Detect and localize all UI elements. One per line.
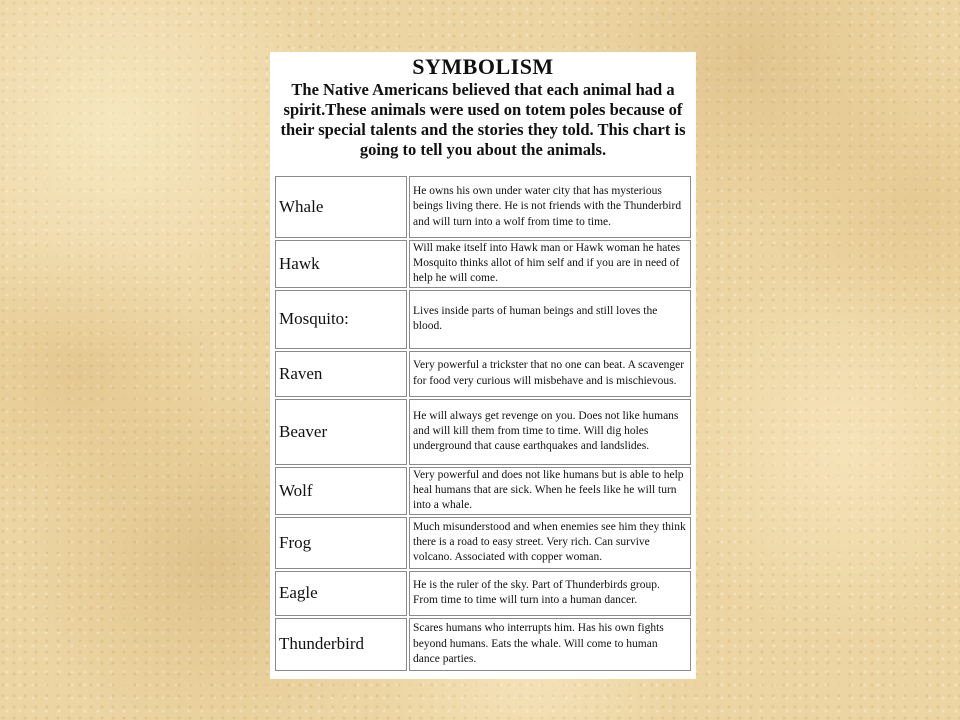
animal-name: Beaver (275, 399, 407, 465)
animal-description: Very powerful a trickster that no one can beat. A scavenger for food very curious will misbehave and is mischievous. (409, 351, 691, 397)
animal-name: Raven (275, 351, 407, 397)
table-row (275, 240, 691, 288)
page-title: SYMBOLISM (412, 54, 554, 79)
animal-name: Hawk (275, 240, 407, 288)
table-row (275, 571, 691, 616)
table-row (275, 176, 691, 238)
animal-description: Will make itself into Hawk man or Hawk woman he hates Mosquito thinks allot of him self and if you are in need of help he will come. (409, 240, 691, 288)
animal-description: Scares humans who interrupts him. Has his own fights beyond humans. Eats the whale. Will come to human dance parties. (409, 618, 691, 671)
table-row (275, 517, 691, 569)
table-row (275, 351, 691, 397)
animal-name: Eagle (275, 571, 407, 616)
animal-name: Whale (275, 176, 407, 238)
animal-description: He owns his own under water city that has mysterious beings living there. He is not friends with the Thunderbird and will turn into a wolf from time to time. (409, 176, 691, 238)
animal-description: Lives inside parts of human beings and still loves the blood. (409, 290, 691, 349)
animal-name: Wolf (275, 467, 407, 515)
intro-paragraph: The Native Americans believed that each animal had a spirit.These animals were used on totem poles because of their special talents and the stories they told. This chart is going to tell you about the animals. (280, 80, 686, 159)
symbolism-table (273, 174, 693, 673)
animal-description: Very powerful and does not like humans but is able to help heal humans that are sick. When he feels like he will turn into a whale. (409, 467, 691, 515)
table-row (275, 618, 691, 671)
animal-description: He will always get revenge on you. Does not like humans and will kill them from time to time. Will dig holes underground that cause earthquakes and landslides. (409, 399, 691, 465)
animal-name: Frog (275, 517, 407, 569)
animal-description: Much misunderstood and when enemies see him they think there is a road to easy street. Very rich. Can survive volcano. Associated with copper woman. (409, 517, 691, 569)
table-row (275, 399, 691, 465)
heading-block (270, 52, 696, 170)
animal-name: Mosquito: (275, 290, 407, 349)
table-row (275, 290, 691, 349)
table-row (275, 467, 691, 515)
document-page (270, 52, 696, 679)
animal-description: He is the ruler of the sky. Part of Thunderbirds group. From time to time will turn into a human dancer. (409, 571, 691, 616)
animal-name: Thunderbird (275, 618, 407, 671)
